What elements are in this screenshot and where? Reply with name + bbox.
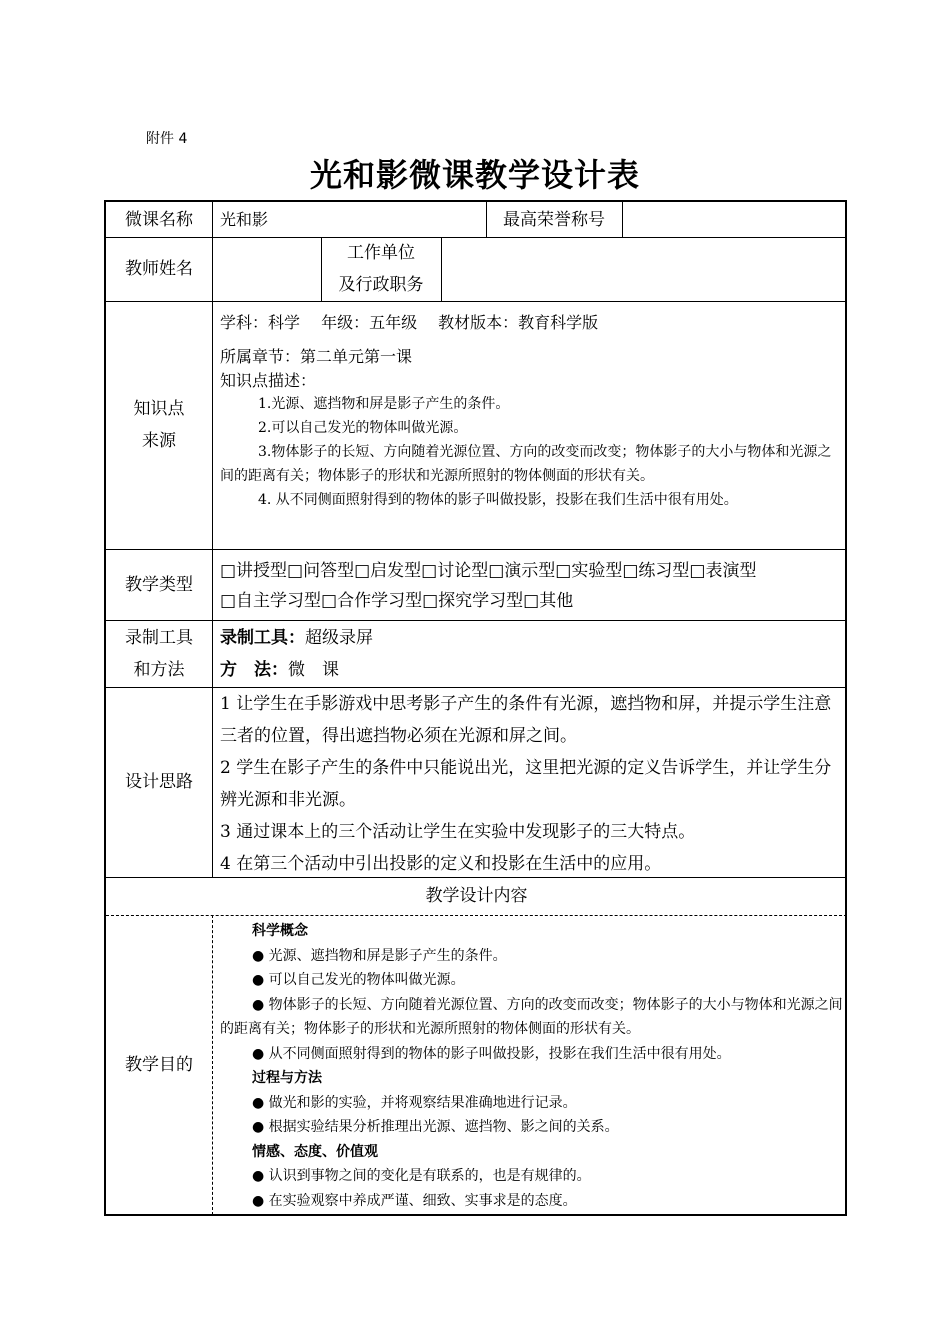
recording-method-value: 微 课 [288, 660, 339, 680]
work-unit-label-line2: 及行政职务 [338, 275, 424, 295]
process-item: ● 做光和影的实验，并将观察结果准确地进行记录。 [220, 1091, 846, 1116]
design-idea-content [220, 688, 844, 876]
knowledge-point: 4. 从不同侧面照射得到的物体的影子叫做投影，投影在我们生活中很有用处。 [258, 492, 738, 508]
teaching-objective-content [220, 919, 846, 1215]
work-unit-label-line1: 工作单位 [347, 243, 415, 263]
recording-content [220, 622, 840, 686]
highest-honor-label: 最高荣誉称号 [503, 209, 605, 230]
values-heading: 情感、态度、价值观 [252, 1143, 378, 1160]
design-idea-item: 4 在第三个活动中引出投影的定义和投影在生活中的应用。 [220, 854, 662, 874]
recording-label [106, 620, 212, 687]
design-idea-label: 设计思路 [125, 772, 193, 792]
course-name-value[interactable]: 光和影 [220, 210, 269, 229]
knowledge-desc-heading: 知识点描述： [220, 371, 317, 390]
subject-grade-edition: 学科：科学 年级：五年级 教材版本：教育科学版 [220, 313, 599, 332]
work-unit-value[interactable] [446, 237, 842, 301]
row-divider-dashed [106, 915, 847, 916]
knowledge-point: 3.物体影子的长短、方向随着光源位置、方向的改变而改变；物体影子的大小与物体和光源之间的距离有关；物体影子的形状和光源所照射的物体侧面的形状有关。 [220, 444, 832, 484]
chapter-line: 所属章节：第二单元第一课 [220, 347, 413, 366]
values-item: ● 认识到事物之间的变化是有联系的，也是有规律的。 [220, 1164, 846, 1189]
knowledge-point: 1.光源、遮挡物和屏是影子产生的条件。 [258, 396, 510, 412]
recording-tool-label: 录制工具： [220, 628, 305, 648]
teaching-type-options[interactable] [220, 556, 846, 616]
concept-item: ● 物体影子的长短、方向随着光源位置、方向的改变而改变；物体影子的大小与物体和光源之间的距离有关；物体影子的形状和光源所照射的物体侧面的形状有关。 [220, 993, 846, 1042]
teacher-name-value[interactable] [216, 237, 316, 301]
row-divider [106, 620, 847, 621]
column-divider [212, 202, 213, 877]
teaching-type-options-line1[interactable]: □讲授型□问答型□启发型□讨论型□演示型□实验型□练习型□表演型 [220, 561, 757, 581]
concept-item: ● 可以自己发光的物体叫做光源。 [220, 968, 846, 993]
section-header: 教学设计内容 [425, 886, 528, 906]
concept-item: ● 从不同侧面照射得到的物体的影子叫做投影，投影在我们生活中很有用处。 [220, 1042, 846, 1067]
highest-honor-value[interactable] [628, 202, 843, 237]
values-item: ● 在实验观察中养成严谨、细致、实事求是的态度。 [220, 1189, 846, 1214]
row-divider [106, 549, 847, 550]
design-form-table [104, 200, 847, 1216]
column-divider [441, 237, 442, 301]
concept-item: ● 光源、遮挡物和屏是影子产生的条件。 [220, 944, 846, 969]
teacher-name-label: 教师姓名 [125, 259, 193, 279]
recording-label-line2: 和方法 [133, 659, 185, 680]
knowledge-source-label [106, 301, 212, 549]
column-divider-dashed [212, 915, 213, 1215]
recording-tool-value: 超级录屏 [305, 628, 373, 648]
knowledge-label-line1: 知识点 [133, 399, 185, 419]
teaching-objective-label: 教学目的 [125, 1055, 193, 1075]
design-idea-item: 1 让学生在手影游戏中思考影子产生的条件有光源，遮挡物和屏，并提示学生注意三者的位置，得出遮挡物必须在光源和屏之间。 [220, 694, 832, 746]
process-item: ● 根据实验结果分析推理出光源、遮挡物、影之间的关系。 [220, 1115, 846, 1140]
attachment-label: 附件 4 [146, 131, 188, 147]
recording-method-label: 方 法： [220, 660, 288, 680]
work-unit-label [321, 237, 441, 301]
page-title: 光和影微课教学设计表 [309, 156, 640, 194]
column-divider [622, 202, 623, 237]
knowledge-label-line2: 来源 [142, 431, 176, 451]
row-divider [106, 301, 847, 302]
recording-label-line1: 录制工具 [125, 627, 193, 648]
teaching-type-label: 教学类型 [125, 574, 193, 595]
course-name-label: 微课名称 [125, 209, 193, 230]
knowledge-point: 2.可以自己发光的物体叫做光源。 [258, 420, 468, 436]
teaching-type-options-line2[interactable]: □自主学习型□合作学习型□探究学习型□其他 [220, 591, 574, 611]
knowledge-source-content [220, 308, 844, 546]
process-method-heading: 过程与方法 [252, 1070, 322, 1086]
design-idea-item: 2 学生在影子产生的条件中只能说出光，这里把光源的定义告诉学生，并让学生分辨光源和非光源。 [220, 758, 832, 810]
design-idea-item: 3 通过课本上的三个活动让学生在实验中发现影子的三大特点。 [220, 822, 696, 842]
science-concept-heading: 科学概念 [252, 923, 308, 939]
